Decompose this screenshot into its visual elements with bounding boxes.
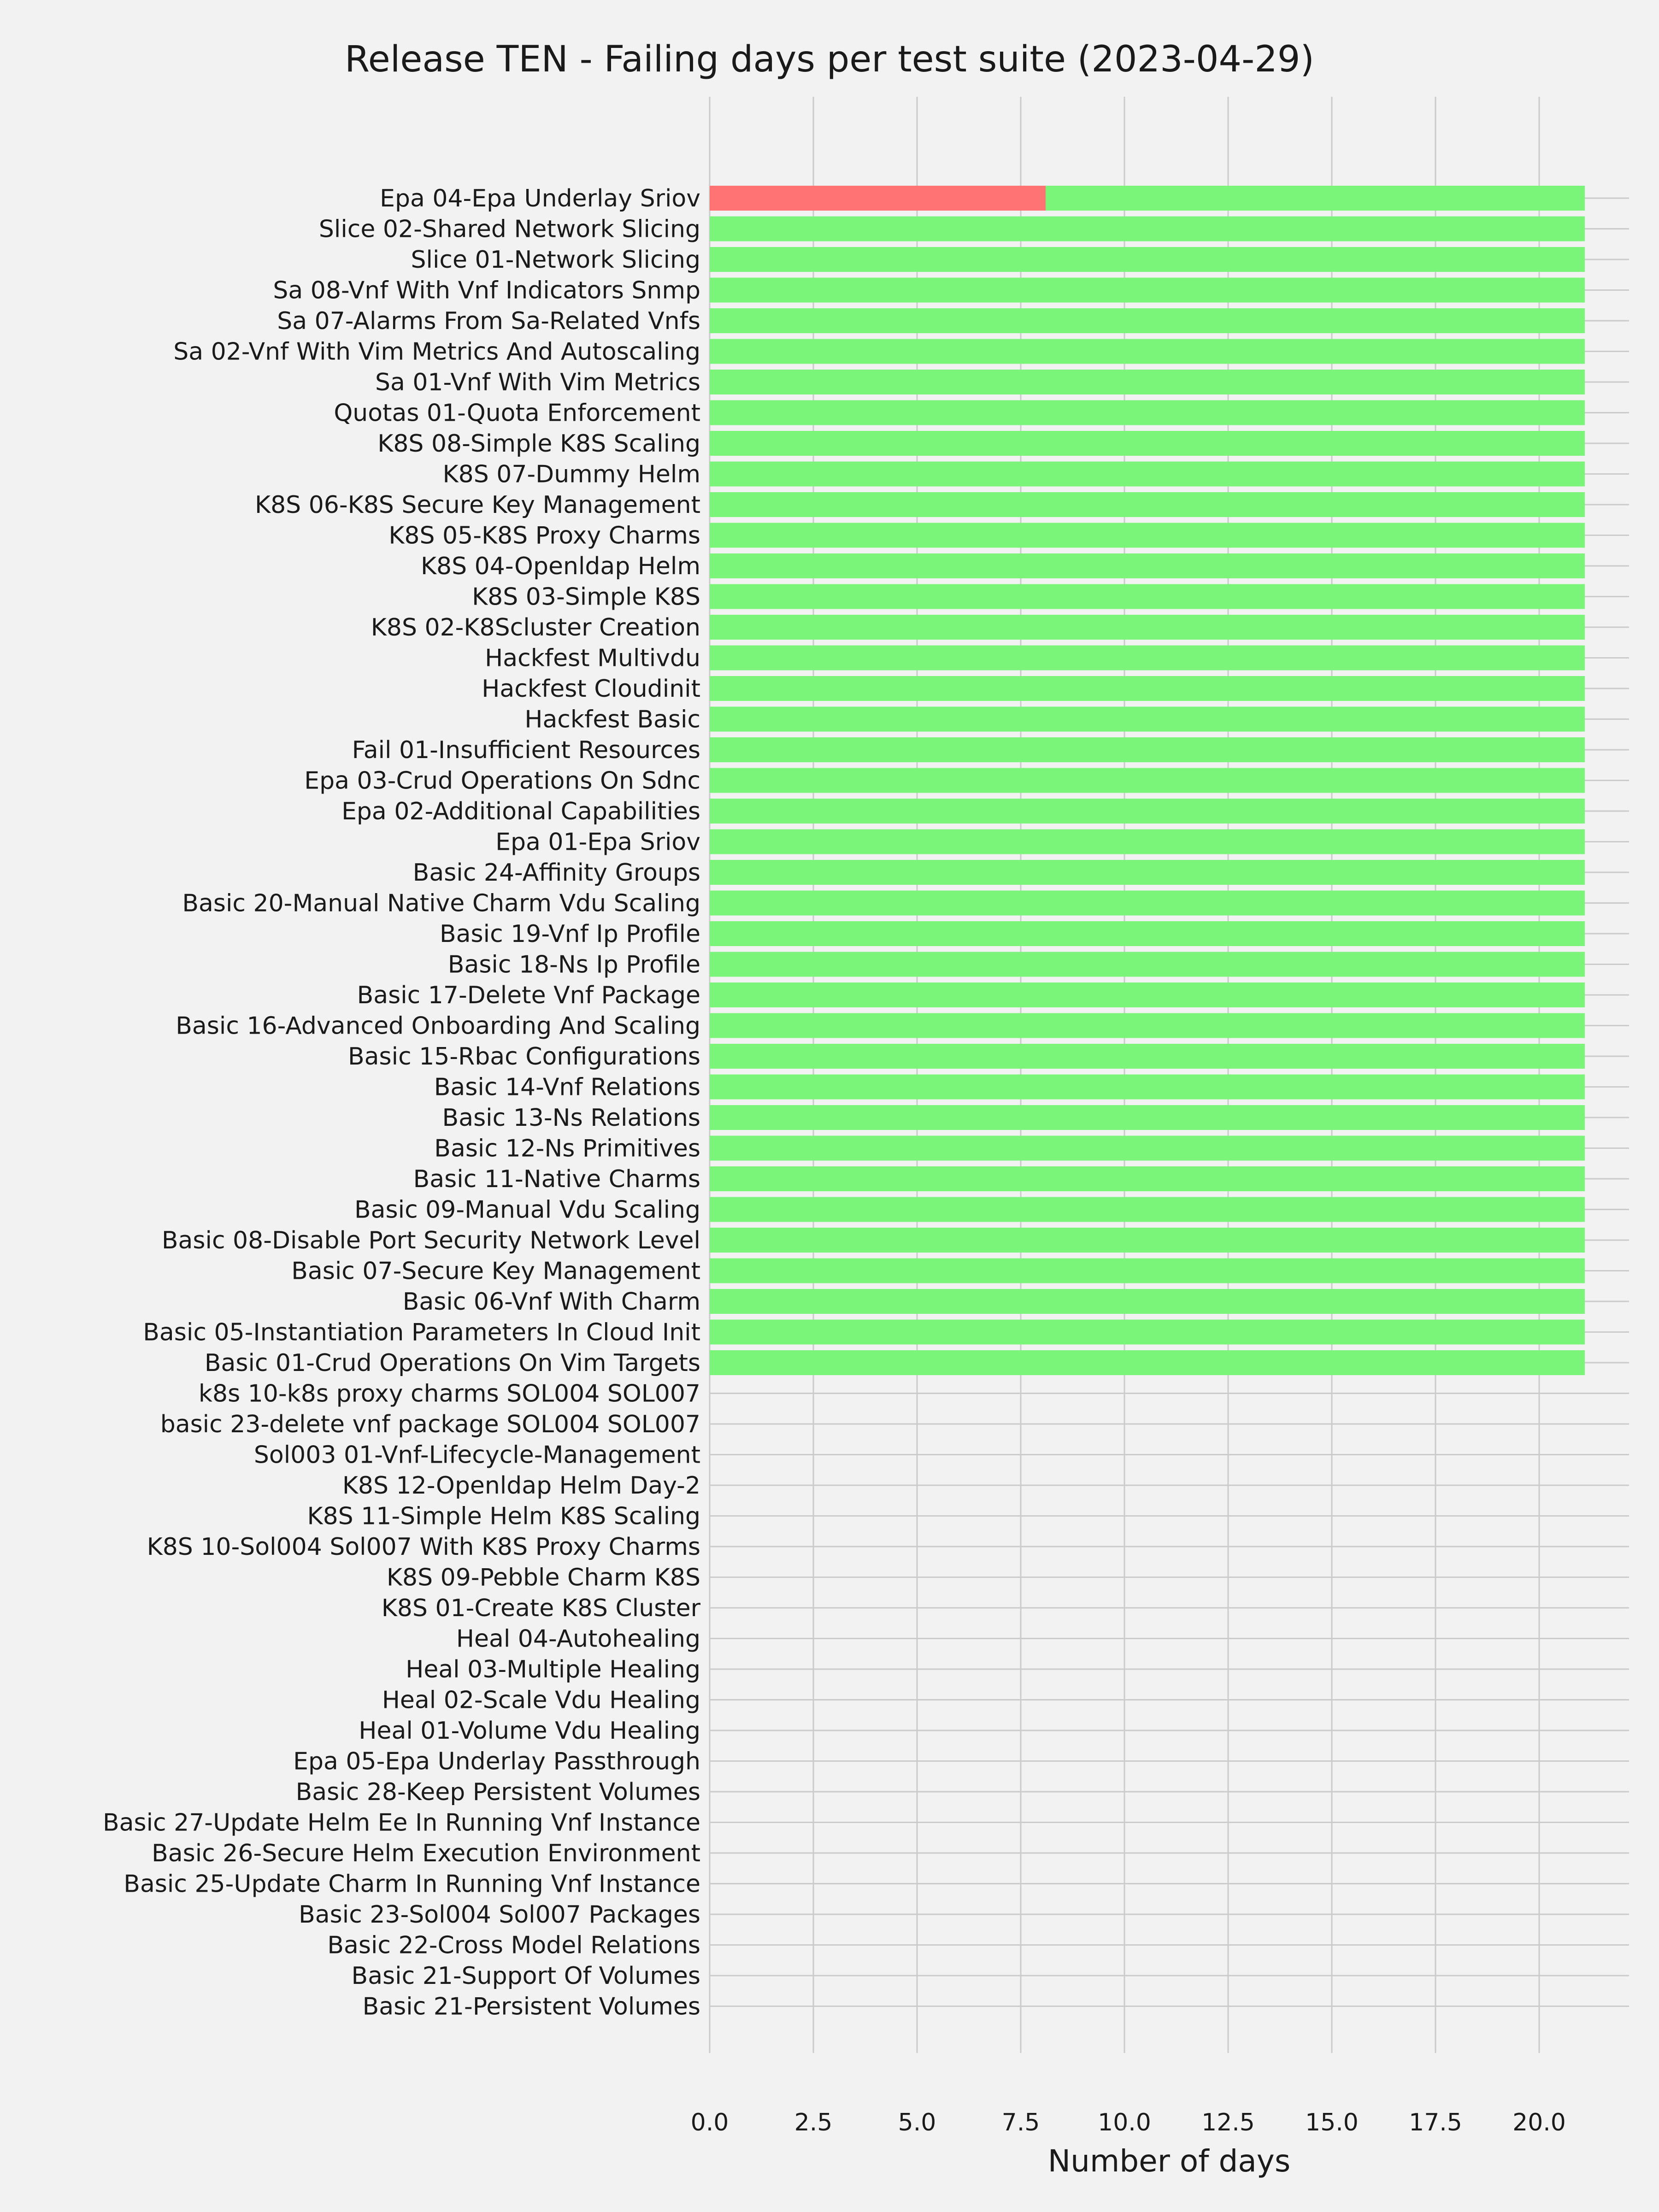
bar-segment-passing — [710, 768, 1585, 793]
x-axis-label: Number of days — [1047, 2143, 1291, 2179]
category-label: Basic 19-Vnf Ip Profile — [439, 920, 700, 948]
category-label: Sa 07-Alarms From Sa-Related Vnfs — [277, 307, 700, 335]
bar-segment-passing — [710, 1320, 1585, 1345]
bar-segment-passing — [710, 217, 1585, 241]
category-label: Basic 01-Crud Operations On Vim Targets — [204, 1349, 700, 1377]
category-labels — [103, 185, 701, 2021]
x-tick-label: 0.0 — [690, 2109, 729, 2136]
category-label: K8S 10-Sol004 Sol007 With K8S Proxy Charms — [147, 1533, 700, 1561]
x-tick-labels — [691, 2109, 1566, 2136]
bar-segment-passing — [710, 615, 1585, 640]
category-label: Slice 01-Network Slicing — [411, 246, 700, 274]
category-label: Basic 16-Advanced Onboarding And Scaling — [176, 1012, 700, 1040]
category-label: K8S 03-Simple K8S — [472, 583, 700, 611]
x-tick-label: 12.5 — [1201, 2109, 1255, 2136]
category-label: Basic 15-Rbac Configurations — [348, 1043, 700, 1071]
category-label: K8S 01-Create K8S Cluster — [381, 1594, 700, 1622]
category-label: K8S 12-Openldap Helm Day-2 — [342, 1472, 700, 1500]
bar-segment-passing — [1046, 186, 1585, 211]
category-label: Epa 01-Epa Sriov — [495, 828, 700, 856]
bar-segment-passing — [710, 370, 1585, 394]
category-label: Heal 04-Autohealing — [456, 1625, 700, 1653]
bar-segment-passing — [710, 799, 1585, 824]
category-label: Sa 01-Vnf With Vim Metrics — [375, 369, 700, 396]
category-label: Heal 02-Scale Vdu Healing — [382, 1686, 700, 1714]
bar-segment-passing — [710, 492, 1585, 517]
category-label: Basic 25-Update Charm In Running Vnf Instance — [124, 1870, 700, 1898]
bar-segment-passing — [710, 737, 1585, 762]
x-tick-label: 5.0 — [898, 2109, 936, 2136]
bar-segment-passing — [710, 308, 1585, 333]
category-label: Basic 17-Delete Vnf Package — [357, 982, 700, 1009]
x-tick-label: 2.5 — [794, 2109, 833, 2136]
x-tick-label: 7.5 — [1001, 2109, 1040, 2136]
category-label: Basic 12-Ns Primitives — [434, 1135, 700, 1163]
bar-segment-passing — [710, 1350, 1585, 1375]
category-label: Sa 08-Vnf With Vnf Indicators Snmp — [273, 276, 700, 305]
category-label: Basic 08-Disable Port Security Network Level — [161, 1227, 700, 1254]
bar-segment-passing — [710, 707, 1585, 732]
category-label: K8S 02-K8Scluster Creation — [371, 614, 700, 641]
category-label: Hackfest Cloudinit — [482, 675, 700, 703]
category-label: k8s 10-k8s proxy charms SOL004 SOL007 — [198, 1380, 700, 1408]
x-tick-label: 17.5 — [1409, 2109, 1462, 2136]
bar-segment-passing — [710, 676, 1585, 701]
category-label: Basic 21-Support Of Volumes — [351, 1962, 700, 1990]
bar-segment-passing — [710, 247, 1585, 272]
category-label: Basic 14-Vnf Relations — [434, 1073, 700, 1101]
bar-segment-passing — [710, 400, 1585, 425]
category-label: Basic 22-Cross Model Relations — [327, 1931, 700, 1959]
x-tick-label: 10.0 — [1098, 2109, 1151, 2136]
category-label: Basic 20-Manual Native Charm Vdu Scaling — [182, 889, 700, 918]
bar-segment-passing — [710, 462, 1585, 487]
category-label: K8S 07-Dummy Helm — [442, 460, 700, 488]
bar-segment-passing — [710, 553, 1585, 578]
category-label: Basic 21-Persistent Volumes — [362, 1993, 700, 2021]
category-label: Basic 24-Affinity Groups — [412, 859, 700, 887]
category-label: Basic 13-Ns Relations — [442, 1104, 700, 1132]
bar-segment-failing — [710, 186, 1046, 211]
category-label: K8S 06-K8S Secure Key Management — [254, 491, 700, 519]
category-label: Basic 07-Secure Key Management — [291, 1257, 700, 1285]
category-label: K8S 09-Pebble Charm K8S — [386, 1564, 700, 1592]
category-label: Epa 02-Additional Capabilities — [341, 798, 700, 825]
category-label: Fail 01-Insufficient Resources — [352, 736, 700, 764]
category-label: K8S 08-Simple K8S Scaling — [377, 430, 700, 458]
bar-segment-passing — [710, 1044, 1585, 1069]
category-label: K8S 05-K8S Proxy Charms — [388, 522, 700, 550]
bar-segment-passing — [710, 982, 1585, 1007]
category-label: Basic 27-Update Helm Ee In Running Vnf Instance — [102, 1809, 700, 1837]
bar-segment-passing — [710, 278, 1585, 303]
category-label: Sol003 01-Vnf-Lifecycle-Management — [253, 1441, 700, 1469]
bar-segment-passing — [710, 1228, 1585, 1253]
bar-segment-passing — [710, 646, 1585, 671]
x-tick-label: 20.0 — [1512, 2109, 1566, 2136]
category-label: Basic 18-Ns Ip Profile — [447, 951, 700, 979]
bar-segment-passing — [710, 921, 1585, 946]
bar-segment-passing — [710, 1166, 1585, 1191]
category-label: Heal 03-Multiple Healing — [406, 1656, 700, 1683]
category-label: Heal 01-Volume Vdu Healing — [359, 1717, 700, 1745]
category-label: Basic 23-Sol004 Sol007 Packages — [299, 1901, 700, 1929]
category-label: Slice 02-Shared Network Slicing — [318, 215, 700, 243]
bar-segment-passing — [710, 1259, 1585, 1283]
category-label: Epa 04-Epa Underlay Sriov — [380, 185, 700, 212]
bar-segment-passing — [710, 1105, 1585, 1130]
bar-segment-passing — [710, 860, 1585, 885]
category-label: Basic 06-Vnf With Charm — [402, 1288, 700, 1316]
bar-segment-passing — [710, 1013, 1585, 1038]
category-label: Hackfest Multivdu — [485, 644, 700, 672]
category-label: K8S 11-Simple Helm K8S Scaling — [307, 1502, 700, 1530]
bar-segment-passing — [710, 1289, 1585, 1314]
category-label: K8S 04-Openldap Helm — [420, 553, 700, 580]
category-label: Epa 05-Epa Underlay Passthrough — [293, 1747, 700, 1776]
bar-segment-passing — [710, 1136, 1585, 1161]
bar-segment-passing — [710, 891, 1585, 916]
bar-segment-passing — [710, 952, 1585, 977]
bar-segment-passing — [710, 523, 1585, 548]
category-label: basic 23-delete vnf package SOL004 SOL007 — [160, 1411, 700, 1438]
category-label: Basic 26-Secure Helm Execution Environment — [152, 1840, 700, 1867]
bars — [710, 186, 1585, 1375]
category-label: Hackfest Basic — [524, 706, 700, 734]
bar-segment-passing — [710, 1075, 1585, 1100]
bar-segment-passing — [710, 1197, 1585, 1222]
category-label: Basic 05-Instantiation Parameters In Cloud Init — [143, 1318, 700, 1347]
bar-segment-passing — [710, 339, 1585, 364]
chart-title: Release TEN - Failing days per test suite (2023-04-29) — [345, 39, 1314, 80]
bar-segment-passing — [710, 431, 1585, 456]
category-label: Sa 02-Vnf With Vim Metrics And Autoscaling — [173, 338, 700, 366]
category-label: Basic 09-Manual Vdu Scaling — [354, 1196, 700, 1224]
x-tick-label: 15.0 — [1305, 2109, 1359, 2136]
category-label: Epa 03-Crud Operations On Sdnc — [304, 767, 700, 795]
bar-segment-passing — [710, 584, 1585, 609]
bar-segment-passing — [710, 830, 1585, 854]
category-label: Quotas 01-Quota Enforcement — [334, 399, 700, 427]
category-label: Basic 28-Keep Persistent Volumes — [295, 1778, 700, 1806]
category-label: Basic 11-Native Charms — [413, 1165, 700, 1193]
